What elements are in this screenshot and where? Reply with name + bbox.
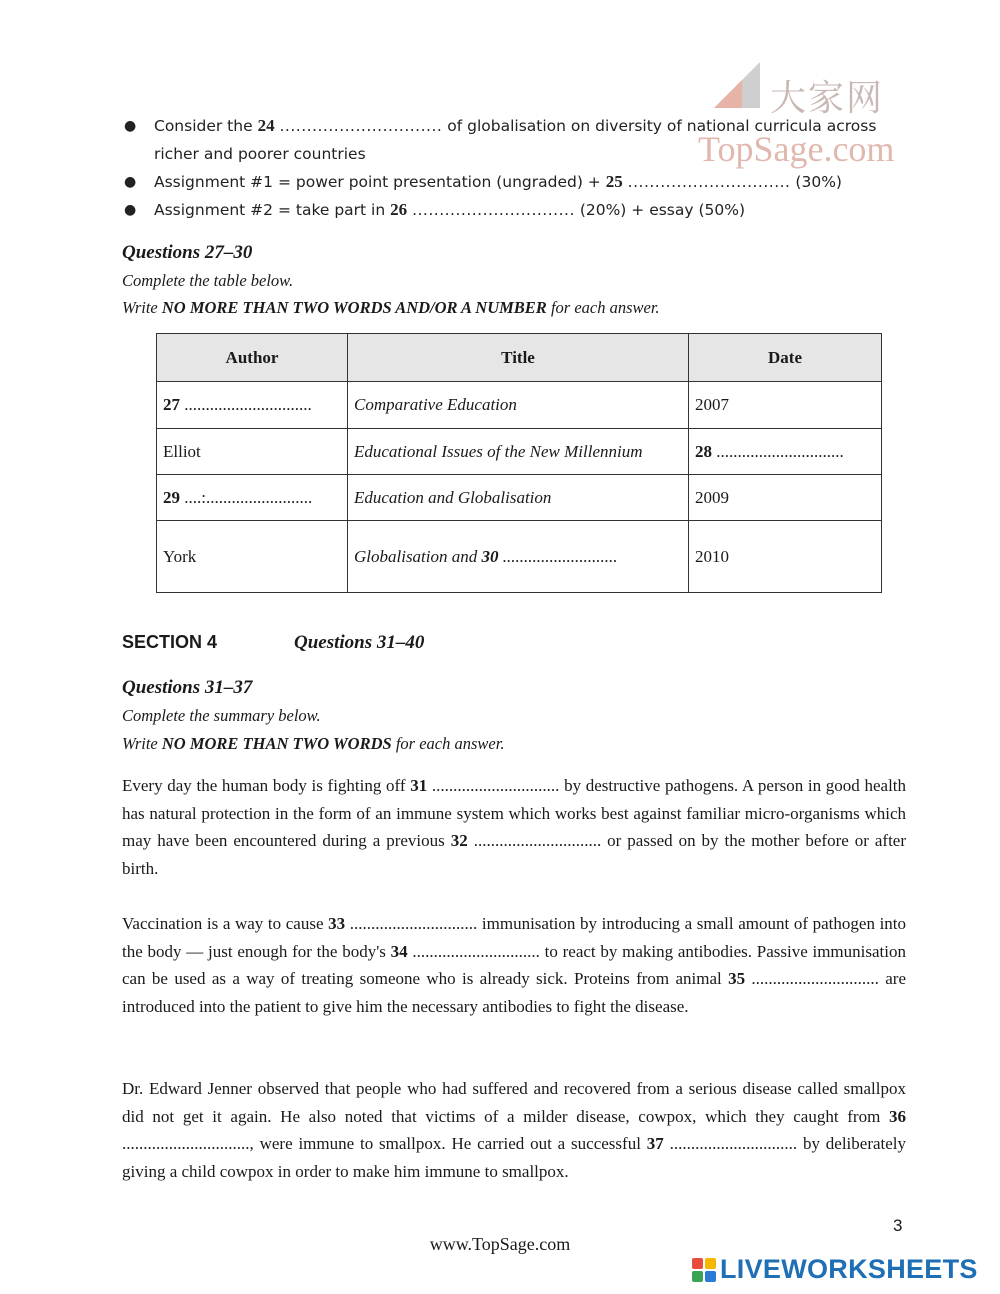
author-cell: Elliot bbox=[157, 429, 348, 475]
watermark-english-text: TopSage.com bbox=[698, 129, 895, 169]
bullet-item-24: ● Consider the 24 .............................. of globalisation on diversity of national curricula across richer and poorer countries bbox=[122, 112, 922, 168]
date-cell: 2007 bbox=[689, 382, 882, 429]
table-header-author: Author bbox=[157, 334, 348, 382]
section-4-label: SECTION 4 bbox=[122, 632, 218, 652]
bullet-dot-icon: ● bbox=[124, 202, 137, 218]
liveworksheets-logo[interactable] bbox=[692, 1254, 978, 1285]
bullet-list bbox=[122, 112, 922, 224]
answer-blank-28[interactable]: .............................. bbox=[716, 441, 844, 461]
table-header-row bbox=[157, 334, 882, 382]
table-row bbox=[157, 382, 882, 429]
section-4-questions: Questions 31–40 bbox=[294, 632, 425, 653]
answer-blank-29[interactable]: ....:......................... bbox=[184, 487, 313, 507]
answer-blank-34[interactable]: .............................. to react by making antibodies. Passive immunisation can be used as a way of treating someone who is already sick. Proteins from animal bbox=[122, 941, 906, 988]
page-number: 3 bbox=[893, 1216, 903, 1235]
questions-31-37-instruction-1: Complete the summary below. bbox=[122, 706, 321, 725]
question-number: 24 bbox=[257, 116, 275, 135]
title-cell: Education and Globalisation bbox=[348, 475, 689, 521]
title-cell: Globalisation and 30 ........................... bbox=[348, 521, 689, 593]
liveworksheets-brand-text: LIVEWORKSHEETS bbox=[720, 1254, 978, 1284]
bullet-dot-icon: ● bbox=[124, 174, 137, 190]
table-header-title: Title bbox=[348, 334, 689, 382]
questions-27-30-instruction-1: Complete the table below. bbox=[122, 271, 294, 290]
bullet-dot-icon: ● bbox=[124, 118, 137, 134]
table-row bbox=[157, 429, 882, 475]
answer-blank-26[interactable]: .............................. bbox=[412, 201, 575, 219]
answer-blank-36[interactable]: .............................., were immune to smallpox. He carried out a successful bbox=[122, 1134, 641, 1153]
answer-blank-33[interactable]: .............................. immunisation by introducing a small amount of pathogen into the body — just enough for the body's bbox=[122, 914, 907, 961]
questions-27-30-instruction-2: Write NO MORE THAN TWO WORDS AND/OR A NUMBER for each answer. bbox=[122, 298, 660, 317]
answer-blank-37[interactable]: .............................. by deliberately giving a child cowpox in order to make him immune to smallpox. bbox=[122, 1134, 907, 1181]
answer-table bbox=[156, 333, 882, 593]
answer-blank-24[interactable]: .............................. bbox=[279, 117, 443, 135]
table-row bbox=[157, 521, 882, 593]
answer-blank-30[interactable]: ........................... bbox=[502, 546, 618, 566]
question-number: 25 bbox=[605, 172, 623, 191]
question-number: 26 bbox=[390, 200, 408, 219]
answer-blank-25[interactable]: .............................. bbox=[627, 173, 791, 191]
table-row bbox=[157, 475, 882, 521]
author-cell: 29 ....:......................... bbox=[157, 475, 348, 521]
bullet-item-26: ● Assignment #2 = take part in 26 .............................. (20%) + essay (50%) bbox=[122, 196, 922, 224]
summary-paragraph-1: Every day the human body is fighting off 31 .............................. by destructive pathogens. A person in good health has natural protection in the form of an immune system which works best against familiar micro-organisms which may have been encountered during a previous 32 .............................. or passed on by the mother before or after birth. bbox=[122, 776, 907, 878]
answer-blank-35[interactable]: .............................. are introduced into the patient to give him the necessary antibodies to fight the disease. bbox=[122, 969, 906, 1016]
summary-paragraph-3: Dr. Edward Jenner observed that people who had suffered and recovered from a serious disease called smallpox did not get it again. He also noted that victims of a milder disease, cowpox, which they caught from 36 .............................., were immune to smallpox. He carried out a successful 37 .............................. by deliberately giving a child cowpox in order to make him immune to smallpox. bbox=[122, 1079, 907, 1181]
watermark-logo-mark bbox=[708, 56, 772, 112]
questions-31-37-instruction-2: Write NO MORE THAN TWO WORDS for each answer. bbox=[122, 734, 505, 753]
bullet-item-25: ● Assignment #1 = power point presentation (ungraded) + 25 .............................. (30%) bbox=[122, 168, 922, 196]
answer-blank-31[interactable]: .............................. by destructive pathogens. A person in good health has natural protection in the form of an immune system which works best against familiar micro-organisms which may have been encountered during a previous bbox=[122, 776, 907, 850]
answer-blank-27[interactable]: .............................. bbox=[184, 395, 312, 414]
author-cell: York bbox=[157, 521, 348, 593]
liveworksheets-grid-icon bbox=[692, 1258, 716, 1282]
author-cell: 27 .............................. bbox=[157, 382, 348, 429]
title-cell: Comparative Education bbox=[348, 382, 689, 429]
table-header-date: Date bbox=[689, 334, 882, 382]
questions-31-37-heading: Questions 31–37 bbox=[122, 677, 253, 698]
answer-blank-32[interactable]: .............................. or passed on by the mother before or after birth. bbox=[122, 831, 907, 878]
date-cell: 28 .............................. bbox=[689, 429, 882, 475]
questions-27-30-heading: Questions 27–30 bbox=[122, 242, 253, 263]
footer-url: www.TopSage.com bbox=[429, 1234, 571, 1254]
title-cell: Educational Issues of the New Millennium bbox=[348, 429, 689, 475]
summary-paragraph-2: Vaccination is a way to cause 33 .............................. immunisation by introducing a small amount of pathogen into the body — just enough for the body's 34 .............................. to react by making antibodies. Passive immunisation can be used as a way of treating someone who is already sick. Proteins from animal 35 .............................. are introduced into the patient to give him the necessary antibodies to fight the disease. bbox=[122, 914, 907, 1016]
watermark-chinese-text: 大家网 bbox=[770, 78, 885, 119]
date-cell: 2009 bbox=[689, 475, 882, 521]
date-cell: 2010 bbox=[689, 521, 882, 593]
